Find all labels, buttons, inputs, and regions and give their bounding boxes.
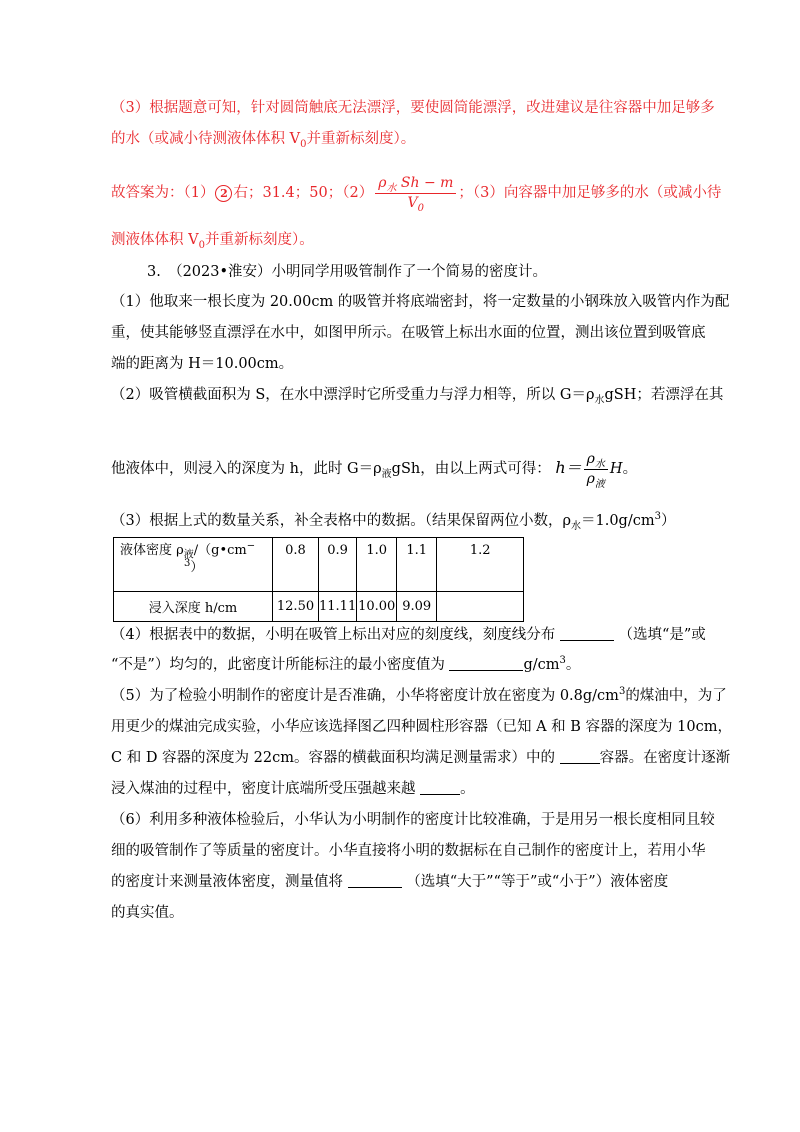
depth-formula-fraction: $\frac{\rho_水}{\rho_液}$ (584, 451, 608, 488)
q-part4-line1: （4）根据表中的数据，小明在吸管上标出对应的刻度线，刻度线分布 （选填“是”或 (111, 627, 706, 643)
circled-number-2: 2 (215, 185, 232, 202)
answer-blank[interactable] (420, 780, 460, 795)
q-part2-line2: 他液体中，则浸入的深度为 h，此时 $G=\rho_液gSh$，由以上两式可得： h＝ $\frac{\rho_水}{\rho_液}$ H。 (111, 450, 638, 490)
q-part6-line3: 的密度计来测量液体密度，测量值将 （选填“大于”“等于”或“小于”）液体密度 (111, 874, 669, 890)
answer-blank[interactable] (560, 749, 600, 764)
table-cell: 1.1 (397, 538, 437, 592)
q-part6-line4: 的真实值。 (111, 905, 184, 921)
answer-summary-line2: 测液体体积 $V_0$并重新标刻度）。 (111, 232, 314, 251)
q-part2-line1: （2）吸管横截面积为 S，在水中漂浮时它所受重力与浮力相等，所以 $G=\rho_水gSH$；若漂浮在其 (111, 387, 724, 406)
table-row (114, 592, 524, 622)
q-part1-line1: （1）他取来一根长度为 20.00cm 的吸管并将底端密封，将一定数量的小钢珠放入吸管内作为配 (111, 294, 730, 310)
table-cell: 12.50 (273, 592, 319, 622)
table-cell: 0.8 (273, 538, 319, 592)
answer-blank[interactable] (348, 873, 402, 888)
answer-part3-line1: （3）根据题意可知，针对圆筒触底无法漂浮，要使圆筒能漂浮，改进建议是往容器中加足够多 (111, 100, 715, 116)
table-cell: 0.9 (319, 538, 357, 592)
table-cell: 11.11 (319, 592, 357, 622)
q-part6-line2: 细的吸管制作了等质量的密度计。小华直接将小明的数据标在自己制作的密度计上，若用小华 (111, 843, 706, 859)
q-part6-line1: （6）利用多种液体检验后，小华认为小明制作的密度计比较准确，于是用另一根长度相同且较 (111, 812, 715, 828)
q-part1-line2: 重，使其能够竖直漂浮在水中，如图甲所示。在吸管上标出水面的位置，测出该位置到吸管底 (111, 325, 706, 341)
table-cell-empty (437, 592, 524, 622)
table-cell: 10.00 (357, 592, 397, 622)
table-cell: 9.09 (397, 592, 437, 622)
q-part1-line3: 端的距离为 H＝10.00cm。 (111, 356, 294, 372)
answer-part3-line2: 的水（或减小待测液体体积 $V_0$并重新标刻度）。 (111, 131, 416, 150)
answer-blank[interactable] (560, 626, 614, 641)
table-header-density: 液体密度 $\rho_液/(g•cm^-$ $^3$） (114, 538, 273, 592)
table-cell: 1.2 (437, 538, 524, 592)
formula-numerator: $\rho_水$ Sh − m (375, 175, 456, 194)
question-header: 3. （2023•淮安）小明同学用吸管制作了一个简易的密度计。 (147, 264, 548, 280)
answer-summary-line1: 故答案为：（1） 2 右；31.4；50；（2） $\frac{\rho_水 Sh - m}{V_0}$ ；（3）向容器中加足够多的水（或减小待 (111, 174, 722, 214)
answer-blank[interactable] (449, 656, 523, 671)
density-table (113, 537, 524, 622)
q-part5-line1: （5）为了检验小明制作的密度计是否准确，小华将密度计放在密度为 $0.8g/cm^3$的煤油中，为了 (111, 686, 727, 704)
density-formula-fraction (375, 175, 456, 212)
q-part5-line4: 浸入煤油的过程中，密度计底端所受压强越来越 。 (111, 781, 475, 797)
q-part5-line2: 用更少的煤油完成实验，小华应该选择图乙四种圆柱形容器（已知 A 和 B 容器的深度为 10cm， (111, 719, 732, 735)
depth-formula: h＝ (555, 458, 582, 477)
table-row (114, 538, 524, 592)
q-part4-line2: “不是”）均匀的，此密度计所能标注的最小密度值为 $g/cm^3$。 (111, 655, 581, 673)
table-header-depth: 浸入深度 h/cm (114, 592, 273, 622)
table-cell: 1.0 (357, 538, 397, 592)
q-part5-line3: C 和 D 容器的深度为 22cm。容器的横截面积均满足测量需求）中的 容器。在密度计逐渐 (111, 750, 731, 766)
q-part3: （3）根据上式的数量关系，补全表格中的数据。（结果保留两位小数，$\rho_水=1.0g/cm^3$） (111, 511, 676, 532)
formula-denominator: $V_0$ (407, 194, 425, 214)
